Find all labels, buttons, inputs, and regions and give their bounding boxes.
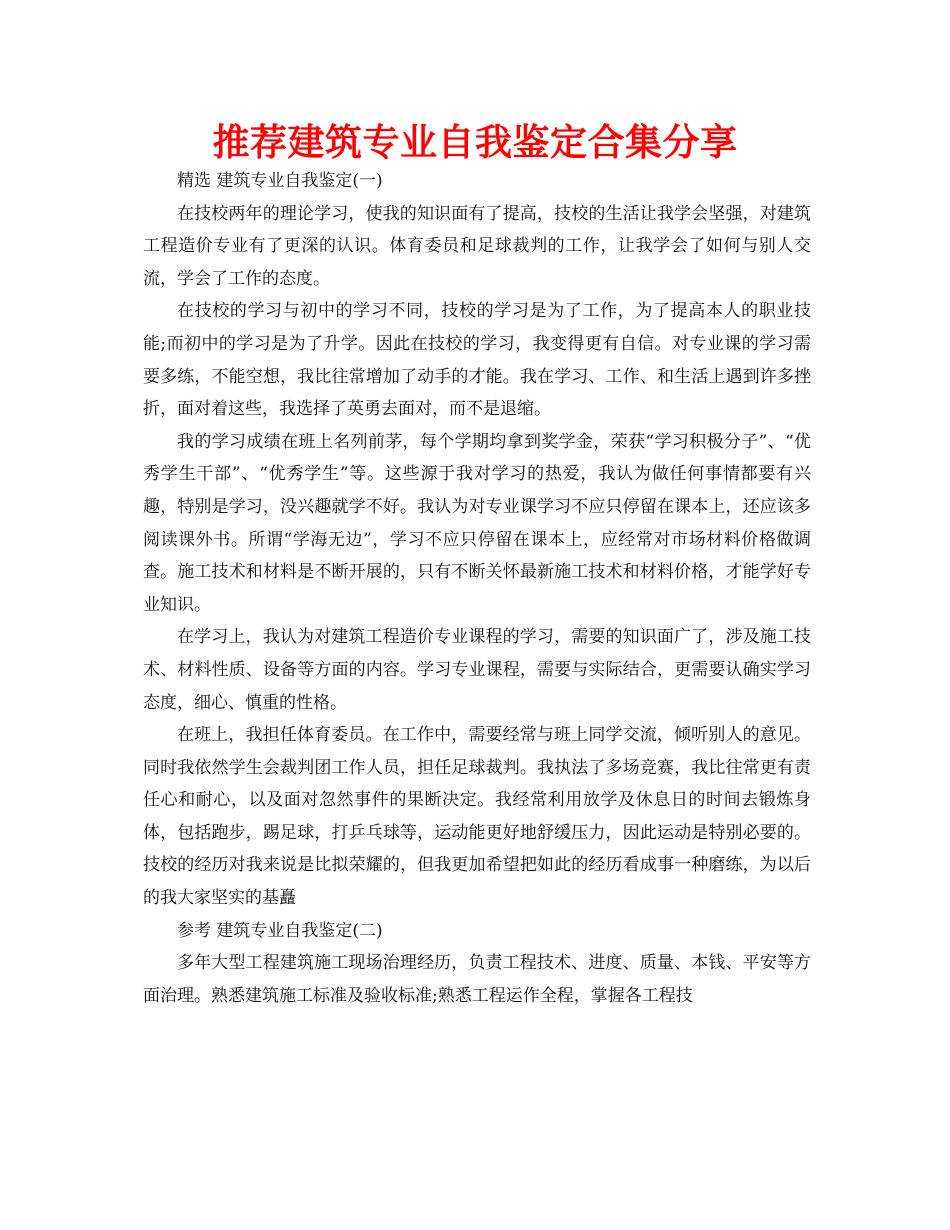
section-2-paragraph-1: 多年大型工程建筑施工现场治理经历，负责工程技术、进度、质量、本钱、平安等方面治理。熟悉建筑施工标准及验收标准;熟悉工程运作全程，掌握各工程技 — [143, 953, 811, 1006]
section-1-paragraph-4: 在学习上，我认为对建筑工程造价专业课程的学习，需要的知识面广了，涉及施工技术、材料性质、设备等方面的内容。学习专业课程，需要与实际结合，更需要认确实学习态度，细心、慎重的性格。 — [143, 627, 811, 713]
section-1-paragraph-2: 在技校的学习与初中的学习不同，技校的学习是为了工作，为了提高本人的职业技能;而初中的学习是为了升学。因此在技校的学习，我变得更有自信。对专业课的学习需要多练，不能空想，我比往常增加了动手的才能。我在学习、工作、和生活上遇到许多挫折，面对着这些，我选择了英勇去面对，而不是退缩。 — [143, 301, 811, 420]
section-1-paragraph-3: 我的学习成绩在班上名列前茅，每个学期均拿到奖学金，荣获“学习积极分子”、“优秀学生干部”、“优秀学生”等。这些源于我对学习的热爱，我认为做任何事情都要有兴趣，特别是学习，没兴趣就学不好。我认为对专业课学习不应只停留在课本上，还应该多阅读课外书。所谓“学海无边”，学习不应只停留在课本上，应经常对市场材料价格做调查。施工技术和材料是不断开展的，只有不断关怀最新施工技术和材料价格，才能学好专业知识。 — [143, 431, 811, 615]
section-2-heading: 参考 建筑专业自我鉴定(二) — [177, 920, 383, 941]
document-body — [143, 165, 811, 1012]
section-1-paragraph-5: 在班上，我担任体育委员。在工作中，需要经常与班上同学交流，倾听别人的意见。同时我依然学生会裁判团工作人员，担任足球裁判。我执法了多场竞赛，我比往常更有责任心和耐心，以及面对忽然事件的果断决定。我经常利用放学及休息日的时间去锻炼身体，包括跑步，踢足球，打乒乓球等，运动能更好地舒缓压力，因此运动是特别必要的。技校的经历对我来说是比拟荣耀的，但我更加希望把如此的经历看成事一种磨练，为以后的我大家坚实的基矗 — [143, 725, 811, 909]
section-1-heading: 精选 建筑专业自我鉴定(一) — [177, 171, 383, 191]
section-1-paragraph-1: 在技校两年的理论学习，使我的知识面有了提高，技校的生活让我学会坚强，对建筑工程造价专业有了更深的认识。体育委员和足球裁判的工作，让我学会了如何与别人交流，学会了工作的态度。 — [143, 203, 811, 289]
document-title: 推荐建筑专业自我鉴定合集分享 — [212, 121, 738, 164]
